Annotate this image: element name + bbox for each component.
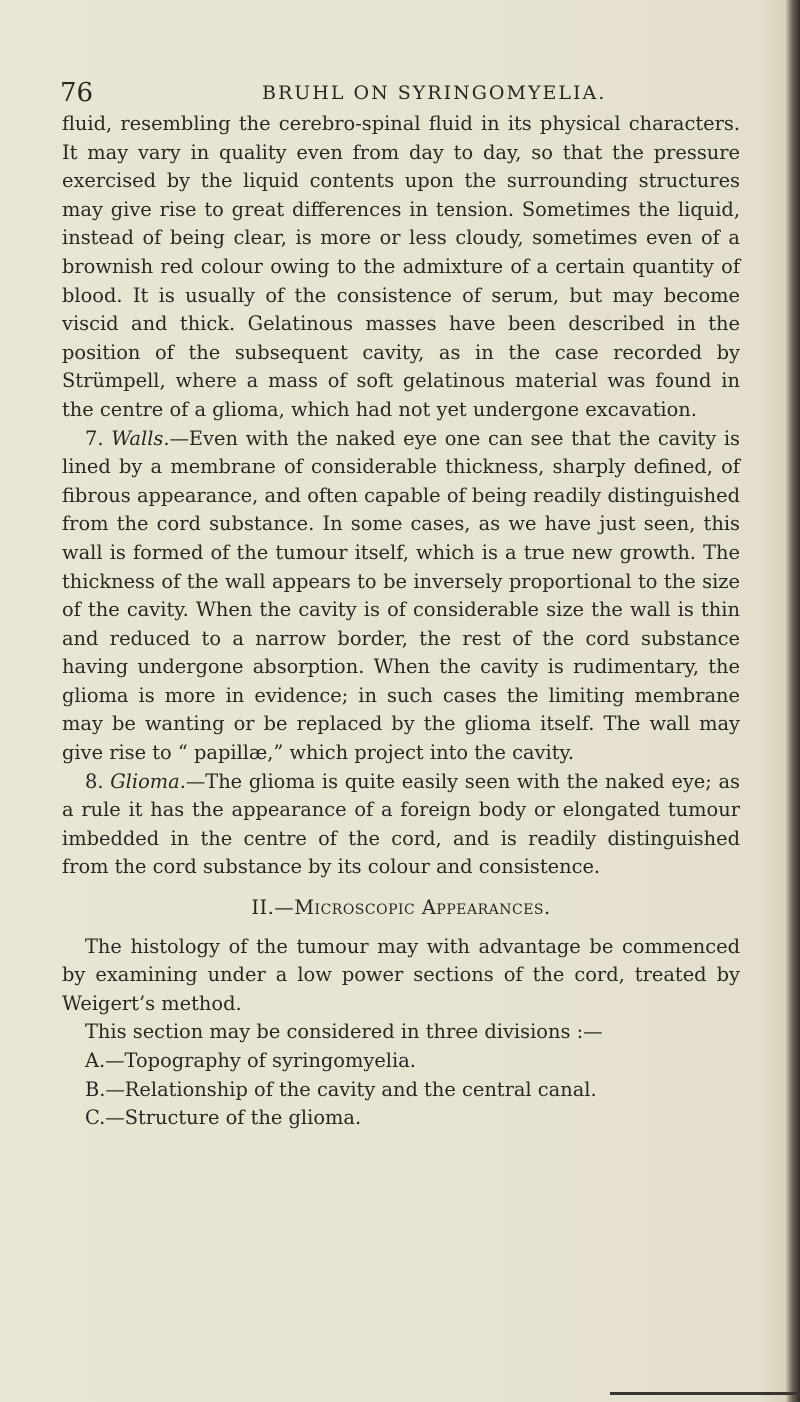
glioma-title: Glioma.	[110, 769, 186, 793]
paragraph-walls	[62, 425, 740, 768]
paragraph-glioma	[62, 768, 740, 882]
page-edge-shadow	[786, 0, 800, 1402]
section-heading	[62, 894, 740, 923]
running-title: BRUHL ON SYRINGOMYELIA.	[262, 82, 607, 104]
walls-number: 7.	[85, 426, 104, 450]
page-number: 76	[60, 78, 94, 108]
walls-title: Walls.	[111, 426, 170, 450]
division-b: B.—Relationship of the cavity and the central canal.	[85, 1077, 597, 1101]
paragraph-continuation: fluid, resembling the cerebro-spinal fluid in its physical characters. It may vary in quality even from day to day, so that the pressure exercised by the liquid contents upon the surrounding structures may give rise to great differences in tension. Sometimes the liquid, instead of being clear, is more or less cloudy, sometimes even of a brownish red colour owing to the admixture of a certain quantity of blood. It is usually of the consistence of serum, but may become viscid and thick. Gelatinous masses have been described in the position of the subsequent cavity, as in the case recorded by Strümpell, where a mass of soft gelatinous material was found in the centre of a glioma, which had not yet undergone excavation.	[62, 112, 740, 421]
division-c: C.—Structure of the glioma.	[85, 1106, 362, 1130]
glioma-number: 8.	[85, 769, 104, 793]
bottom-rule	[610, 1392, 800, 1395]
division-a: A.—Topography of syringomyelia.	[85, 1049, 416, 1072]
section-number: II.—	[251, 896, 295, 920]
glioma-text: —The glioma is quite easily seen with the naked eye; as a rule it has the appearance of a foreign body or elongated tumour imbedded in the centre of the cord, and is readily distinguished from the cord substance by its colour and consistence.	[62, 769, 740, 879]
paragraph-divisions-intro: This section may be considered in three divisions :—	[85, 1020, 603, 1044]
paragraph-histology: The histology of the tumour may with advantage be commenced by examining under a low power sections of the cord, treated by Weigert’s method.	[62, 934, 740, 1015]
section-title: Microscopic Appearances.	[294, 896, 551, 920]
walls-text: —Even with the naked eye one can see that the cavity is lined by a membrane of considerable thickness, sharply defined, of fibrous appearance, and often capable of being readily distinguished from the cord substance. In some cases, as we have just seen, this wall is formed of the tumour itself, which is a true new growth. The thickness of the wall appears to be inversely proportional to the size of the cavity. When the cavity is of considerable size the wall is thin and reduced to a narrow border, the rest of the cord substance having undergone absorption. When the cavity is rudimentary, the glioma is more in evidence; in such cases the limiting membrane may be wanting or be replaced by the glioma itself. The wall may give rise to “ papillæ,” which project into the cavity.	[62, 426, 740, 765]
body-text	[62, 110, 740, 1133]
